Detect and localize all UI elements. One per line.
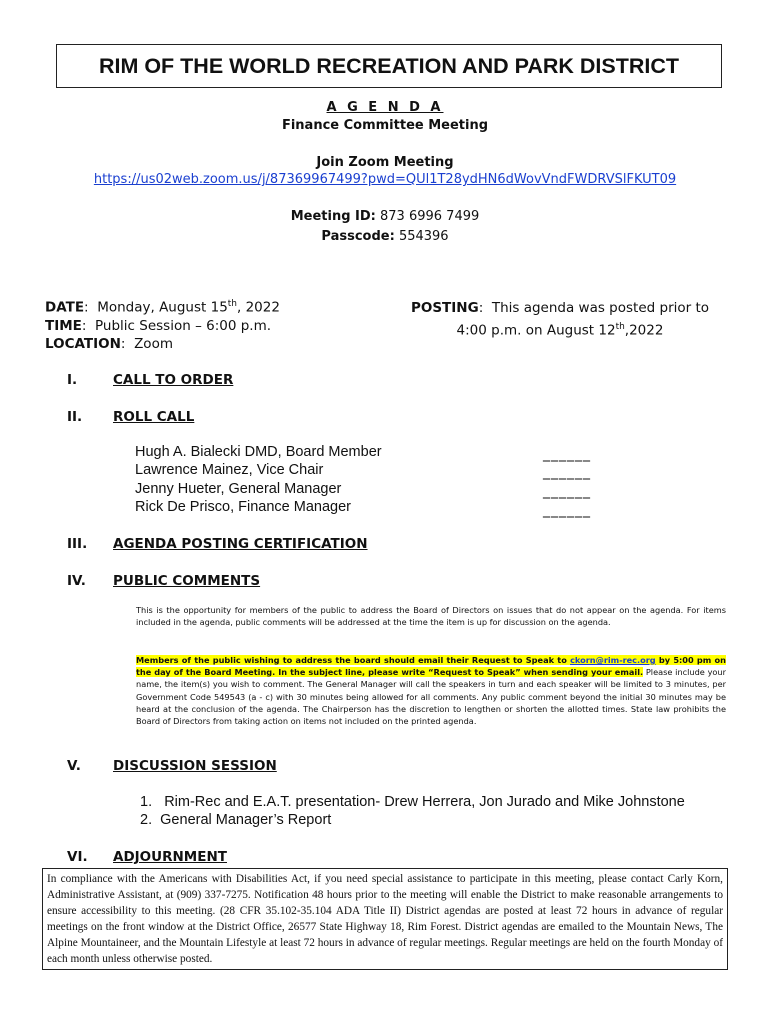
date-value: Monday, August 15 [97,299,228,316]
meeting-id-value: 873 6996 7499 [380,209,480,224]
public-comments-instructions [136,654,726,727]
roll-call-member: Rick De Prisco, Finance Manager [135,499,351,515]
location-label: LOCATION [45,336,121,352]
date-year: , 2022 [237,299,280,316]
section-number: V. [67,758,81,774]
meeting-type: Finance Committee Meeting [281,118,489,133]
posting-sup: th [615,322,625,332]
meeting-id-label: Meeting ID: [290,209,376,224]
section-public-comments: PUBLIC COMMENTS [113,573,261,589]
email-link[interactable]: ckorn@rim-rec.org [570,655,656,665]
section-roll-call: ROLL CALL [113,409,195,425]
attendance-blank: ______ [543,502,591,518]
roll-call-member: Lawrence Mainez, Vice Chair [135,462,324,478]
discussion-item-text: General Manager’s Report [160,812,332,828]
time-label: TIME [45,318,82,334]
instructions-rest: Please include your name, the item(s) you wish to comment. The General Manager will call the speakers in turn and each speaker will be limited to 3 minutes, per Government Code 549543 (a - c) with 30 minutes being allowed for all comments. Any public comment beyond the initial 30 minutes may be heard at the conclusion of the agenda. The Chairperson has the discretion to lengthen or shorten the allotted times. State law prohibits the Board of Directors from taking action on items not included on the printed agenda. [136,667,726,727]
location-value: Zoom [134,336,173,352]
section-number: VI. [67,849,88,865]
time-line: TIME: Public Session – 6:00 p.m. [45,318,272,334]
time-value: Public Session – 6:00 p.m. [95,318,272,334]
location-line: LOCATION: Zoom [45,336,173,352]
public-comments-intro: This is the opportunity for members of the public to address the Board of Directors on issues that do not appear on the agenda. For items included in the agenda, public comments will be addressed at the time the item is up for discussion on the agenda. [136,605,726,628]
attendance-blank: ______ [543,446,591,462]
discussion-item-number: 2. [140,812,153,828]
zoom-label: Join Zoom Meeting [316,155,454,170]
date-label: DATE [45,299,85,316]
roll-call-member: Hugh A. Bialecki DMD, Board Member [135,444,382,460]
section-discussion: DISCUSSION SESSION [113,758,277,774]
attendance-blank: ______ [543,464,591,480]
zoom-link[interactable]: https://us02web.zoom.us/j/87369967499?pwd=QUl1T28ydHN6dWovVndFWDRVSlFKUT09 [93,172,677,187]
discussion-item [140,812,331,828]
section-adjournment: ADJOURNMENT [113,849,227,865]
posting-line1: This agenda was posted prior to [491,300,710,316]
highlight-before: Members of the public wishing to address the board should email their Request to Speak to [136,655,571,665]
discussion-item-number: 1. [140,794,153,810]
posting-line2: 4:00 p.m. on August 12 [456,322,616,339]
title-box [56,44,722,88]
posting-year: ,2022 [624,322,664,339]
passcode-label: Passcode: [321,229,395,244]
section-number: IV. [67,573,86,589]
discussion-item-text: Rim-Rec and E.A.T. presentation- Drew Herrera, Jon Jurado and Mike Johnstone [164,794,685,810]
ada-notice: In compliance with the Americans with Disabilities Act, if you need special assistance to participate in this meeting, please contact Carly Korn, Administrative Assistant, at (909) 337-7275. Notification 48 hours prior to the meeting will enable the District to make reasonable arrangements to ensure accessibility to this meeting. (28 CFR 35.102-35.104 ADA Title II) District agendas are posted at least 72 hours in advance of regular meetings on the front window at the District Office, 26577 State Highway 18, Rim Forest. District agendas are emailed to the Mountain News, The Alpine Mountaineer, and the Mountain Lifestyle at least 72 hours in advance of regular meetings. Regular meetings are held on the fourth Monday of each month unless otherwise posted. [42,868,728,970]
section-number: I. [67,372,78,388]
section-call-to-order: CALL TO ORDER [113,372,234,388]
section-number: II. [67,409,83,425]
discussion-item [140,794,685,810]
highlight-after: by 5:00 pm on the day of the Board Meeting. In the subject line, please write “Request to Speak” when sending your email. [136,655,726,678]
section-agenda-posting: AGENDA POSTING CERTIFICATION [113,536,368,552]
section-number: III. [67,536,88,552]
passcode [0,229,770,244]
posting-label: POSTING [410,300,479,316]
date-line: DATE: Monday, August 15th, 2022 [45,299,280,316]
passcode-value: 554396 [398,229,449,244]
highlight-text [136,655,726,677]
posting-block: POSTING: This agenda was posted prior to 4:00 p.m. on August 12th,2022 [410,300,710,339]
org-title: RIM OF THE WORLD RECREATION AND PARK DISTRICT [98,53,680,78]
roll-call-member: Jenny Hueter, General Manager [135,481,342,497]
attendance-blank: ______ [543,483,591,499]
meeting-id [0,209,770,224]
date-sup: th [227,299,238,309]
agenda-label: A G E N D A [326,100,444,115]
